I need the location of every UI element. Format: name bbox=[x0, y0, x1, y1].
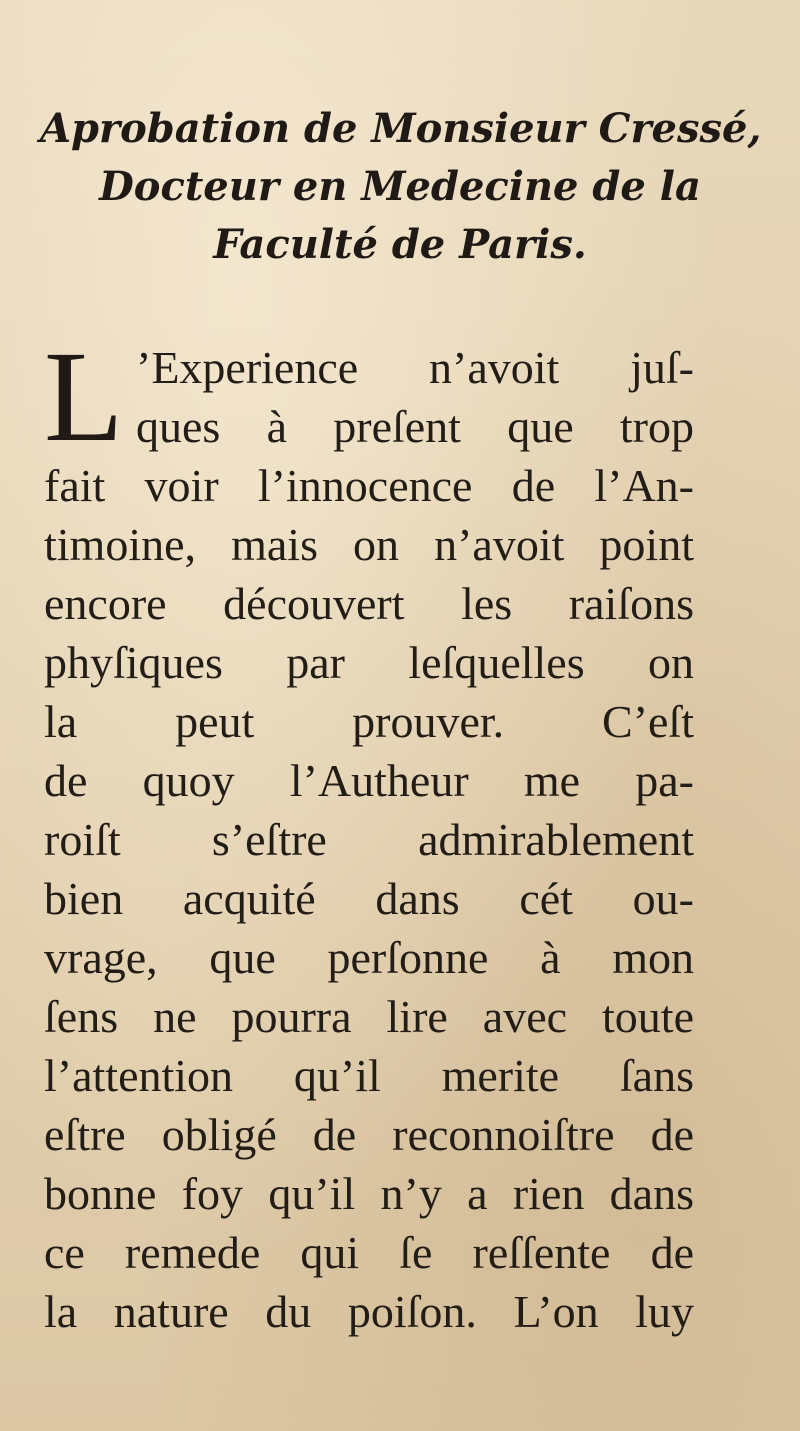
approbation-heading bbox=[40, 100, 760, 274]
body-line-11: vrage, que perſonne à mon bbox=[44, 932, 694, 983]
body-line-8: de quoy l’Autheur me pa- bbox=[44, 755, 694, 806]
body-line-4: timoine, mais on n’avoit point bbox=[44, 519, 694, 570]
approbation-body bbox=[44, 325, 694, 1341]
body-line-10: bien acquité dans cét ou- bbox=[44, 873, 694, 924]
opening-lines bbox=[44, 325, 694, 469]
body-line-9: roiſt s’eſtre admirablement bbox=[44, 814, 694, 865]
drop-cap-letter: L bbox=[44, 325, 124, 469]
body-line-3: fait voir l’innocence de l’An- bbox=[44, 460, 694, 511]
body-line-12: ſens ne pourra lire avec toute bbox=[44, 991, 694, 1042]
body-line-17: la nature du poiſon. L’on luy bbox=[44, 1286, 694, 1337]
body-line-6: phyſiques par leſquelles on bbox=[44, 637, 694, 688]
body-line-15: bonne foy qu’il n’y a rien dans bbox=[44, 1168, 694, 1219]
body-line-2: ques à preſent que trop bbox=[136, 401, 694, 452]
heading-line-1: Aprobation de Monsieur Cressé, bbox=[40, 105, 762, 152]
body-line-13: l’attention qu’il merite ſans bbox=[44, 1050, 694, 1101]
body-line-16: ce remede qui ſe reſſente de bbox=[44, 1227, 694, 1278]
heading-line-2: Docteur en Medecine de la bbox=[99, 163, 701, 210]
body-line-5: encore découvert les raiſons bbox=[44, 578, 694, 629]
heading-line-3: Faculté de Paris. bbox=[213, 221, 587, 268]
body-line-7: la peut prouver. C’eſt bbox=[44, 696, 694, 747]
body-line-1: ’Experience n’avoit juſ- bbox=[136, 342, 694, 393]
body-line-14: eſtre obligé de reconnoiſtre de bbox=[44, 1109, 694, 1160]
